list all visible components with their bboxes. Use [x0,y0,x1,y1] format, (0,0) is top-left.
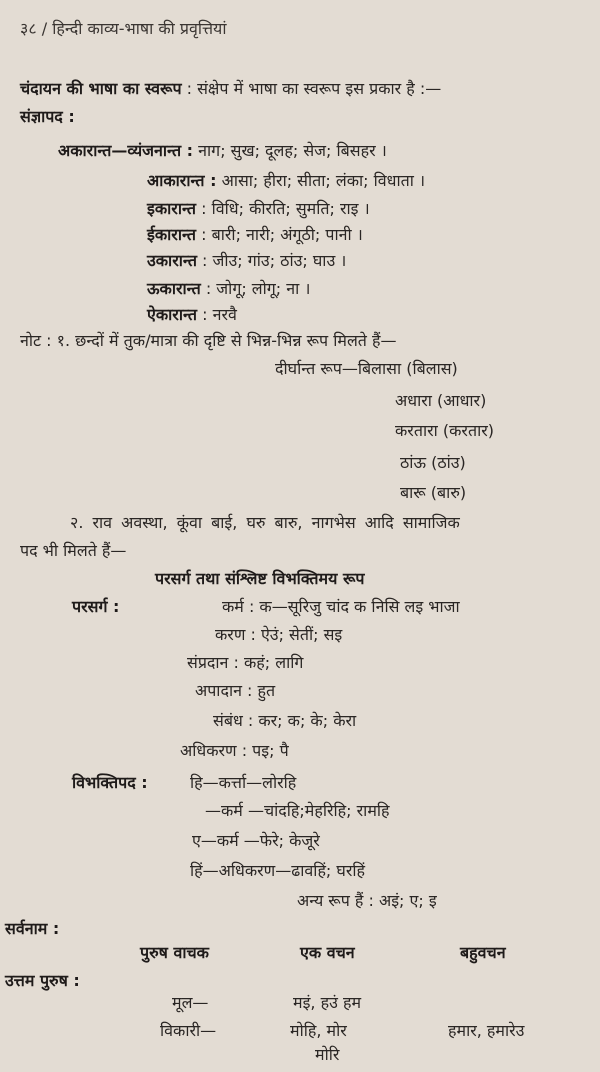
row-type: मूल— [172,993,209,1012]
vibhakti-label: विभक्तिपद : [72,773,148,792]
sarvanam-heading: सर्वनाम : [5,919,60,938]
list-item [58,140,387,162]
row-singular: मोहि, मोर [290,1021,347,1040]
note-form: अधारा (आधार) [395,391,487,410]
column-header: पुरुष वाचक [140,943,209,962]
list-item [147,250,346,272]
list-item: ए—कर्म —फेरे; केजूरे [192,831,320,850]
list-item: संप्रदान : कहं; लागि [187,653,304,672]
list-item: करण : ऐउं; सेतीं; सइ [215,625,343,644]
row-value: : जोगू; लोगू; ना । [205,279,311,298]
note-form: ठांऊ (ठांउ) [400,453,466,472]
column-header: एक वचन [300,943,355,962]
row-singular-extra: मोरि [315,1045,340,1064]
row-value: : विधि; कीरति; सुमति; राइ । [201,199,370,218]
row-label: अकारान्त—व्यंजनान्त : [58,141,194,160]
section-title: परसर्ग तथा संश्लिष्ट विभक्तिमय रूप [155,569,365,588]
row-label: इकारान्त [147,199,197,218]
row-value: : बारी; नारी; अंगूठी; पानी । [201,225,363,244]
list-item [147,224,363,246]
list-item: कर्म : क—सूरिजु चांद क निसि लइ भाजा [222,597,460,616]
row-label: ऐकारान्त [147,305,198,324]
list-item: हिं—अधिकरण—ढावहिं; घरहिं [190,861,366,880]
row-type: विकारी— [160,1021,217,1040]
list-item: अधिकरण : पइ; पै [180,741,289,760]
note-form: दीर्घान्त रूप—बिलासा (बिलास) [275,359,458,378]
list-item: —कर्म —चांदहि;मेहरिहि; रामहि [205,801,390,820]
note-form: बारू (बारु) [400,483,467,502]
intro-text: : संक्षेप में भाषा का स्वरूप इस प्रकार है :— [186,79,442,98]
row-singular: मइं, हउं हम [293,993,362,1012]
parsarg-label: परसर्ग : [72,597,120,616]
row-label: उकारान्त [147,251,197,270]
intro-line [20,78,441,100]
list-item: संबंध : कर; क; के; केरा [213,711,357,730]
row-value: : नरवै [202,305,237,324]
row-value: आसा; हीरा; सीता; लंका; विधाता । [221,171,426,190]
uttam-purush-label: उत्तम पुरुष : [5,971,80,990]
row-value: नाग; सुख; दूलह; सेज; बिसहर । [198,141,387,160]
row-label: आकारान्त : [147,171,217,190]
intro-heading: चंदायन की भाषा का स्वरूप [20,79,182,98]
row-value: : जीउ; गांउ; ठांउ; घाउ । [202,251,347,270]
list-item [147,198,370,220]
column-header: बहुवचन [460,943,506,962]
page-header: ३८ / हिन्दी काव्य-भाषा की प्रवृत्तियां [20,19,227,38]
list-item: हि—कर्त्ता—लोरहि [190,773,297,792]
row-plural: हमार, हमारेउ [448,1021,525,1040]
sangyapad-heading: संज्ञापद : [20,107,75,126]
list-item [147,170,425,192]
list-item: अपादान : हुत [195,681,276,700]
note-line-1: नोट : १. छन्दों में तुक/मात्रा की दृष्टि से भिन्न-भिन्न रूप मिलते हैं— [20,331,397,350]
list-item [147,278,310,300]
list-item: अन्य रूप हैं : अइं; ए; इ [297,891,437,910]
note-line-2-cont: पद भी मिलते हैं— [20,541,127,560]
list-item [147,304,237,326]
row-label: ऊकारान्त [147,279,201,298]
note-line-2: २. राव अवस्था, कूंवा बाई, घरु बारु, नागभेस आदि सामाजिक [70,513,460,532]
row-label: ईकारान्त [147,225,197,244]
note-form: करतारा (करतार) [395,421,494,440]
